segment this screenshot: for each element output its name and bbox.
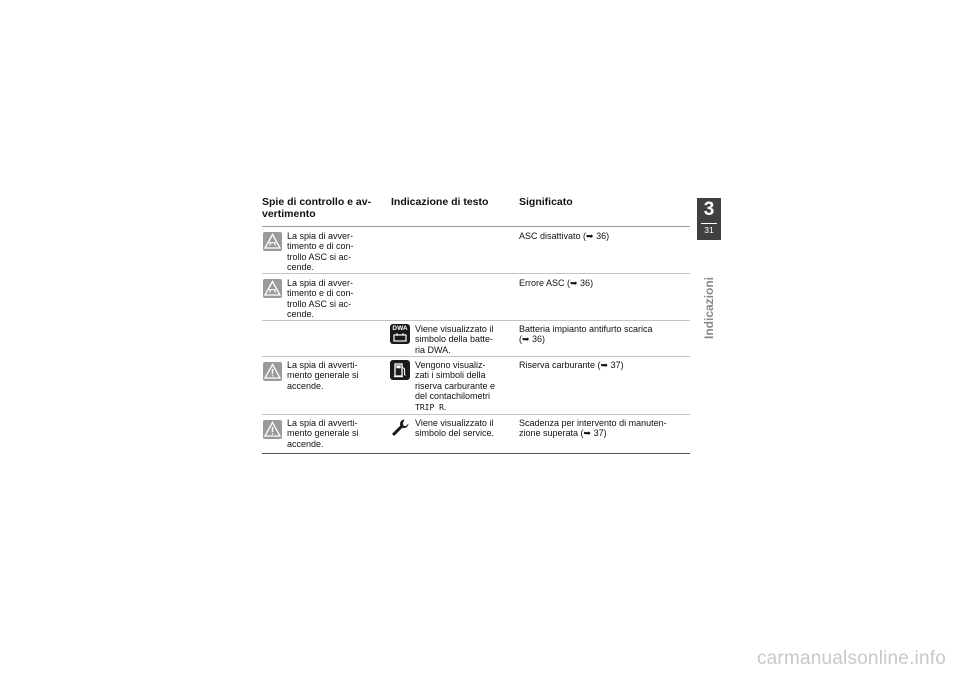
asc-traction-warning-icon [263, 279, 282, 303]
indicator-table [262, 197, 690, 454]
warning-description: La spia di avver- timento e di con- trollo ASC si ac- cende. [287, 231, 354, 273]
chapter-tab [697, 198, 721, 240]
page-number: 31 [704, 225, 714, 235]
general-warning-triangle-icon [263, 362, 282, 386]
header-warning-lights: Spie di controllo e av- vertimento [262, 196, 372, 220]
trip-counter-label: TRIP R [415, 402, 444, 412]
table-row [262, 321, 690, 357]
section-label: Indicazioni [702, 276, 716, 340]
header-meaning: Significato [519, 196, 573, 208]
meaning-text: Batteria impianto antifurto scarica (➥ 36) [519, 324, 653, 345]
asc-traction-warning-icon [263, 232, 282, 256]
meaning-text: Errore ASC (➥ 36) [519, 278, 594, 288]
dwa-icon-label: DWA [392, 325, 408, 332]
display-description: Viene visualizzato il simbolo del service. [415, 418, 495, 439]
warning-description: La spia di avver- timento e di con- trollo ASC si ac- cende. [287, 278, 354, 320]
fuel-pump-icon [390, 360, 410, 385]
display-suffix: . [443, 401, 447, 412]
warning-description: La spia di avverti- mento generale si accende. [287, 418, 359, 449]
table-row [262, 357, 690, 415]
meaning-text: Riserva carburante (➥ 37) [519, 360, 624, 370]
display-description: Viene visualizzato il simbolo della batte- ria DWA. [415, 324, 494, 355]
wrench-icon [390, 418, 410, 443]
watermark: carmanualsonline.info [756, 648, 946, 669]
meaning-text: ASC disattivato (➥ 36) [519, 231, 610, 241]
table-row [262, 227, 690, 274]
table-row [262, 274, 690, 321]
display-description [415, 360, 505, 413]
display-text: Vengono visualiz- zati i simboli della riserva carburante e del contachilometri [415, 360, 496, 402]
table-header [262, 197, 690, 227]
header-text-display: Indicazione di testo [391, 196, 489, 208]
chapter-divider [701, 223, 717, 224]
general-warning-triangle-icon [263, 420, 282, 444]
dwa-battery-icon [390, 324, 410, 349]
chapter-number: 3 [703, 199, 715, 220]
meaning-text: Scadenza per intervento di manuten- zione superata (➥ 37) [519, 418, 667, 439]
table-row [262, 415, 690, 454]
warning-description: La spia di avverti- mento generale si accende. [287, 360, 359, 391]
